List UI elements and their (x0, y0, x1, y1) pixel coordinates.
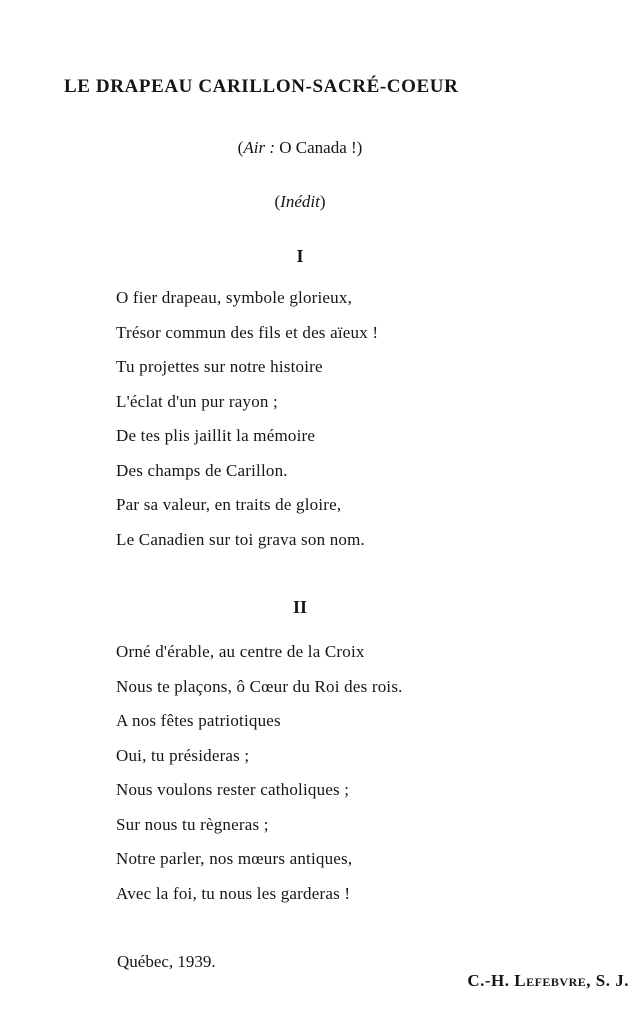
stanza-1 (116, 287, 378, 563)
verse-line: L'éclat d'un pur rayon ; (116, 391, 278, 411)
author-initials: C.-H. (467, 971, 515, 990)
verse-line: Trésor commun des fils et des aïeux ! (116, 322, 379, 342)
verse-line: Nous voulons rester catholiques ; (116, 780, 350, 799)
stanza-2 (116, 641, 403, 917)
tune-open-paren: ( (237, 138, 244, 157)
stanza-number-1: I (296, 246, 304, 266)
verse-line: Orné d'érable, au centre de la Croix (116, 642, 365, 661)
author-signature (467, 971, 629, 991)
verse-line: A nos fêtes patriotiques (116, 711, 281, 730)
verse-line: Oui, tu présideras ; (116, 745, 250, 765)
stanza-number-2: II (292, 597, 307, 617)
verse-line: Sur nous tu règneras ; (116, 814, 269, 834)
verse-line: Avec la foi, tu nous les garderas ! (116, 883, 351, 903)
place-date: Québec, 1939. (117, 952, 216, 971)
tune-note (0, 138, 600, 158)
verse-line: Notre parler, nos mœurs antiques, (116, 849, 353, 868)
poem-title: LE DRAPEAU CARILLON-SACRÉ-COEUR (64, 76, 459, 97)
unpublished-close-paren: ) (319, 192, 326, 211)
unpublished-label: Inédit (280, 192, 320, 211)
unpublished-open-paren: ( (274, 192, 281, 211)
tune-label: Air : (243, 138, 275, 157)
author-suffix: , S. J. (586, 971, 629, 990)
unpublished-note (0, 192, 600, 212)
verse-line: Des champs de Carillon. (116, 460, 288, 480)
verse-line: Nous te plaçons, ô Cœur du Roi des rois. (116, 676, 403, 696)
tune-name: O Canada !) (274, 138, 363, 157)
verse-line: O fier drapeau, symbole glorieux, (116, 288, 353, 307)
verse-line: Tu projettes sur notre histoire (116, 357, 323, 376)
author-surname: Lefebvre (514, 971, 587, 990)
verse-line: Le Canadien sur toi grava son nom. (116, 529, 365, 549)
verse-line: Par sa valeur, en traits de gloire, (116, 495, 342, 514)
verse-line: De tes plis jaillit la mémoire (116, 426, 316, 445)
